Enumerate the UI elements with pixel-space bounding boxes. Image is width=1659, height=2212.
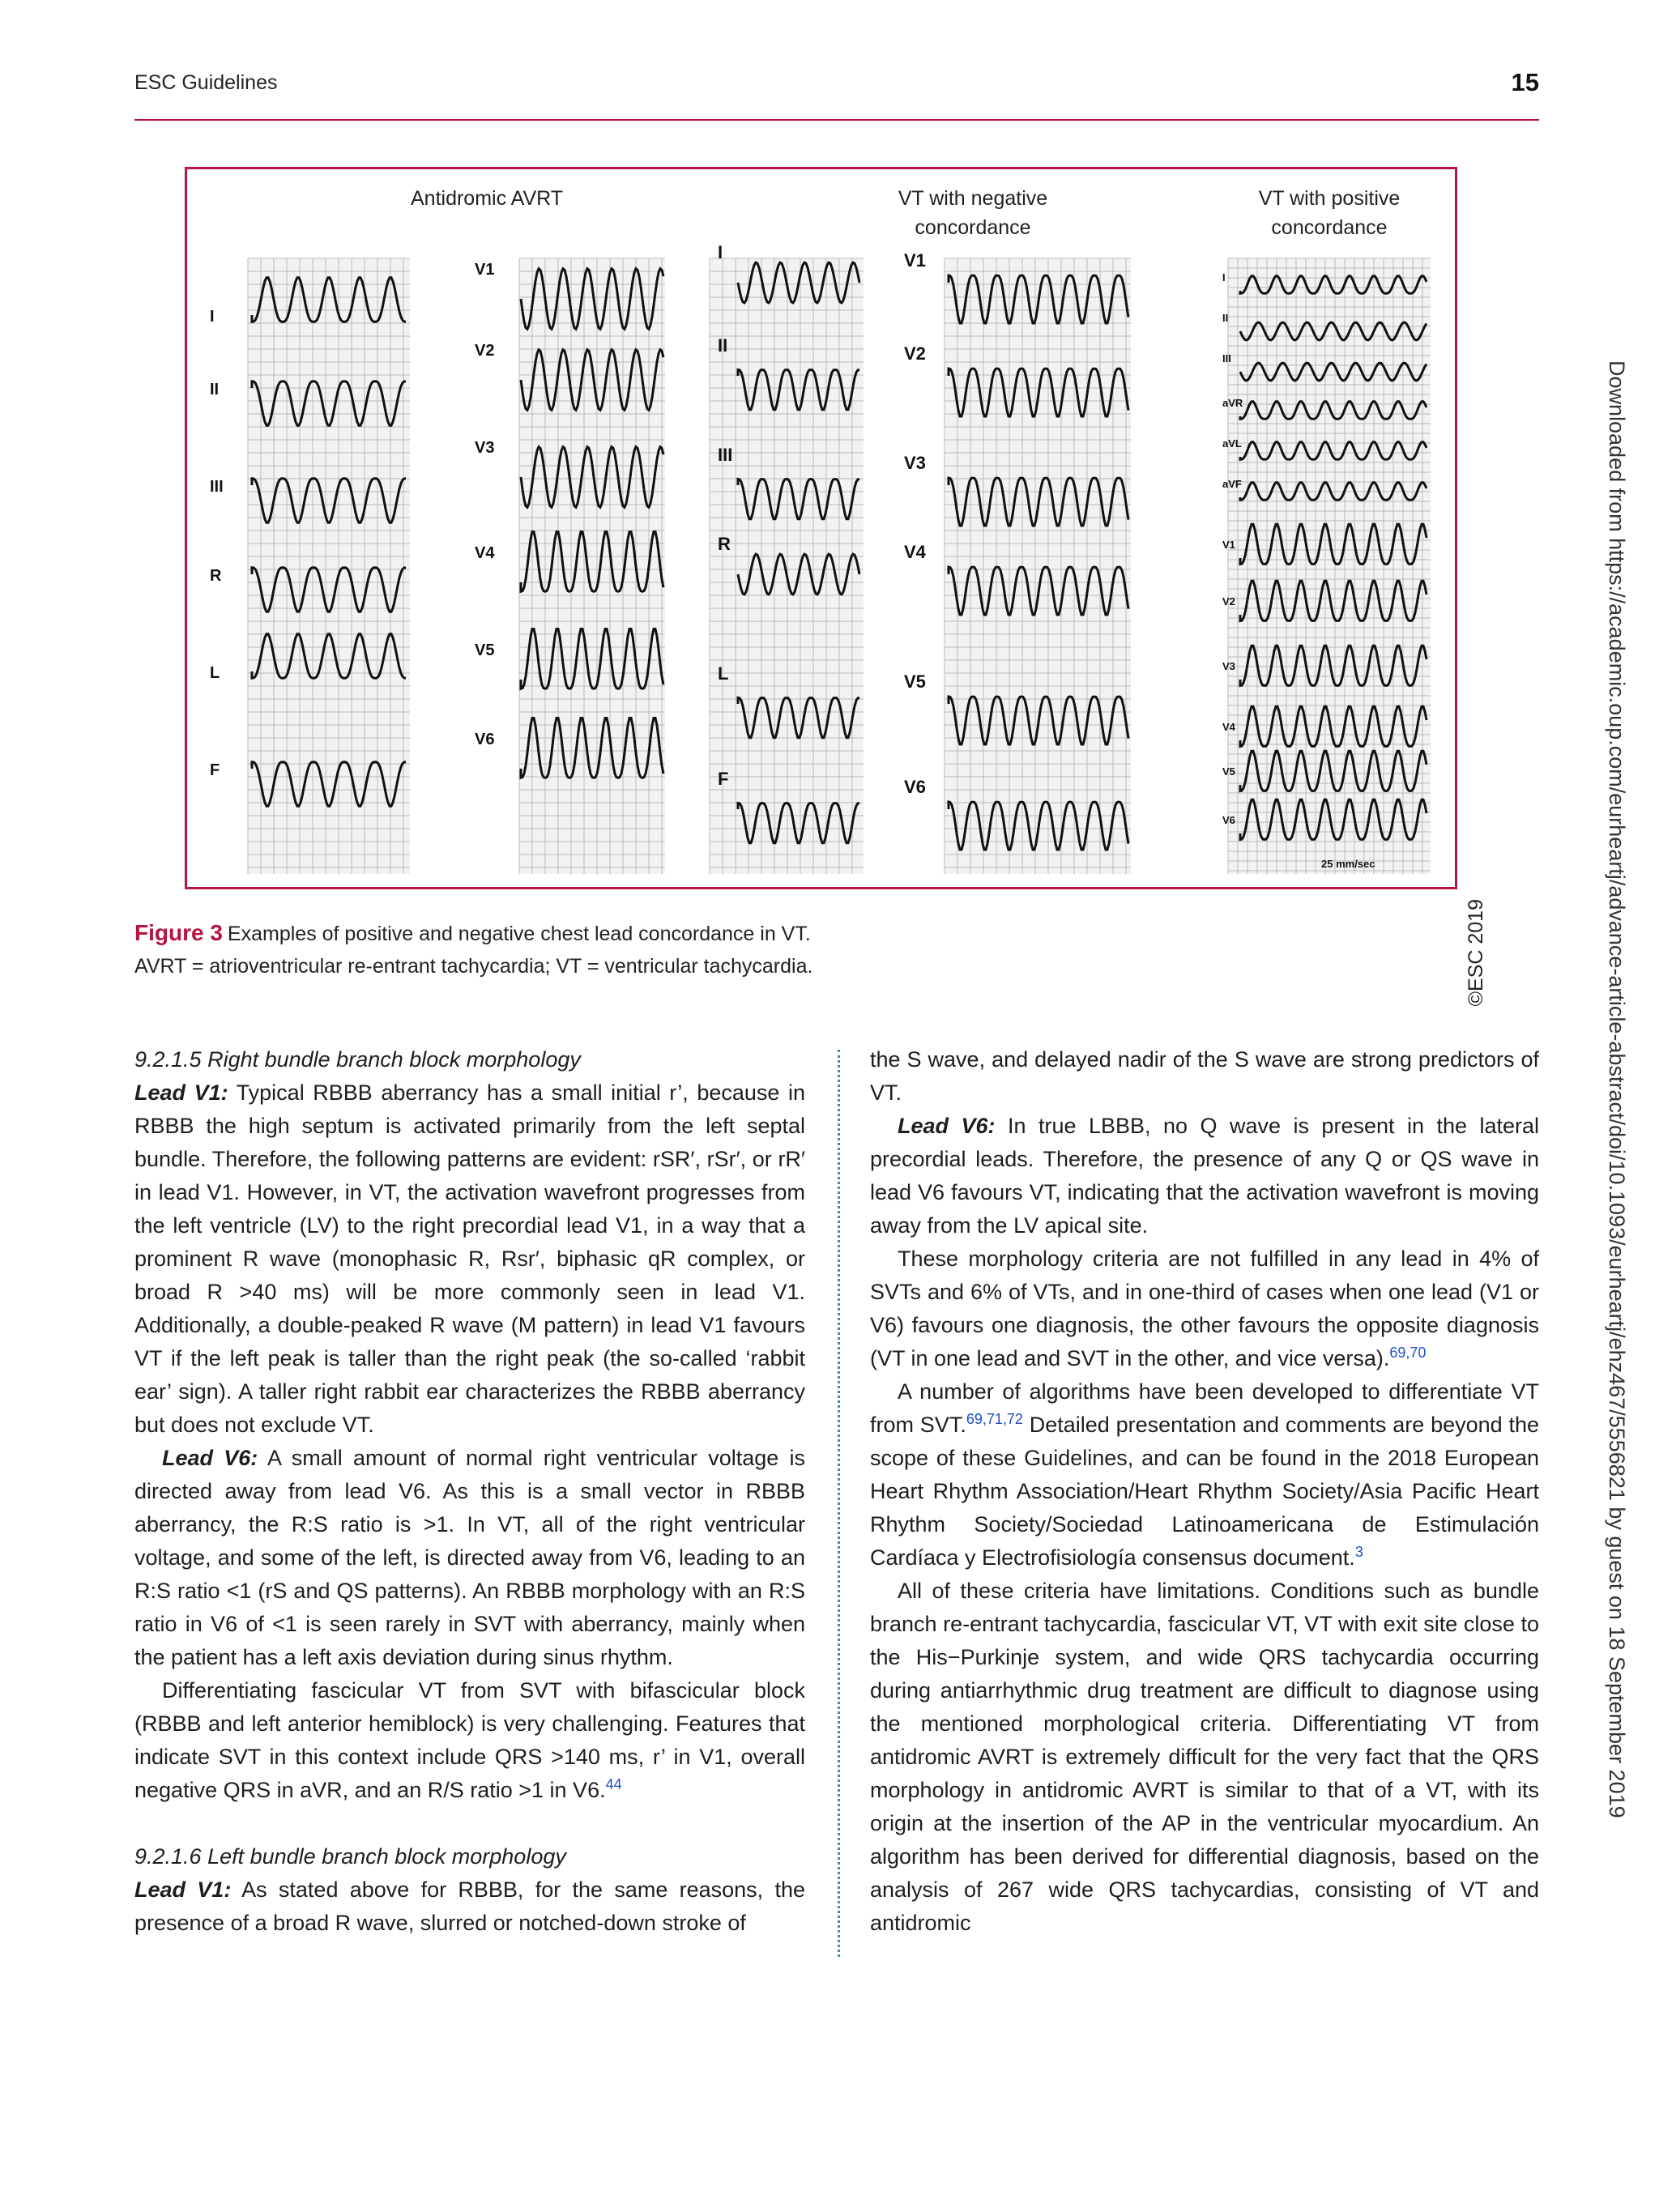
right-column [870, 1043, 1539, 1940]
download-notice: Downloaded from https://academic.oup.com/eurheartj/advance-article-abstract/doi/10.1093/eurheartj/ehz467/5556821 by guest on 18 September 2019 [1605, 360, 1629, 1818]
lead-label: R [210, 567, 222, 585]
lead-label: V3 [475, 439, 495, 457]
paragraph-criteria: These morphology criteria are not fulfilled in any lead in 4% of SVTs and 6% of VTs, and in one-third of cases when one lead (V1 or V6) favours one diagnosis, the other favours the opposite diagnosis (VT in one lead and SVT in the other, and vice versa).$^{69,70}$ [870, 1247, 1539, 1370]
lead-label: V4 [1222, 721, 1235, 733]
lead-label: V4 [475, 544, 495, 562]
lead-label: V2 [904, 343, 926, 364]
scale-label: 25 mm/sec [1321, 858, 1375, 870]
paragraph-s-wave: the S wave, and delayed nadir of the S wave are strong predictors of VT. [870, 1047, 1539, 1105]
lead-label: V5 [904, 671, 926, 692]
left-column [134, 1043, 805, 1940]
paragraph-lbbb-v1: Lead V1: As stated above for RBBB, for the same reasons, the presence of a broad R wave, slurred or notched-down stroke of [134, 1877, 805, 1935]
lead-label: L [718, 663, 729, 684]
reference-link[interactable]: 69,71,72 [966, 1411, 1023, 1427]
paragraph-limitations: All of these criteria have limitations. Conditions such as bundle branch re-entrant tachycardia, fascicular VT, VT with exit site close to the His−Purkinje system, and wide QRS tachycardia occurring during antiarrhythmic drug treatment are difficult to diagnose using the mentioned morphological criteria. Differentiating VT from antidromic AVRT is extremely difficult for the very fact that the QRS morphology in antidromic AVRT is similar to that of a VT, with its origin at the insertion of the AP in the ventricular myocardium. An algorithm has been derived for differential diagnosis, based on the analysis of 267 wide QRS tachycardias, consisting of VT and antidromic [870, 1579, 1539, 1935]
lead-label: I [718, 242, 723, 262]
lead-label: I [210, 308, 215, 326]
reference-link[interactable]: 3 [1354, 1544, 1363, 1560]
lead-label: V6 [904, 777, 926, 797]
copyright-holder [1465, 899, 1497, 1053]
lead-label: L [210, 664, 220, 682]
lead-label: III [1222, 352, 1231, 364]
reference-link[interactable]: 44 [605, 1776, 622, 1792]
lead-label: V1 [1222, 539, 1235, 551]
paragraph-rbbb-v6: Lead V6: A small amount of normal right ventricular voltage is directed away from lead V6. As this is a small vector in RBBB aberrancy, the R:S ratio is >1. In VT, all of the right ventricular voltage, and some of the left, is directed away from V6, leading to an R:S ratio <1 (rS and QS patterns). An RBBB morphology with an R:S ratio in V6 of <1 is seen rarely in SVT with aberrancy, mainly when the patient has a left axis deviation during sinus rhythm. [134, 1446, 805, 1669]
ecg-grid-neg-limb [710, 258, 864, 874]
lead-label: II [718, 335, 728, 356]
lead-label: V5 [475, 641, 495, 659]
lead-label: II [210, 381, 220, 399]
ecg-tracings [187, 169, 1455, 887]
ecg-grid-avrt-limb [248, 258, 410, 874]
lead-label: III [210, 478, 224, 496]
lead-label: aVR [1222, 397, 1243, 409]
header-divider [134, 119, 1539, 121]
caption-text: Examples of positive and negative chest lead concordance in VT. AVRT = atrioventricular re-entrant tachycardia; VT = ventricular tachycardia. [134, 923, 813, 978]
lead-label: F [210, 761, 220, 779]
column-label-negative: VT with negative concordance [898, 187, 1048, 239]
lead-label: R [718, 534, 731, 554]
lead-label: V4 [904, 542, 926, 562]
page-number: 15 [1511, 68, 1539, 96]
copyright-text: ©ESC 2019 [1465, 899, 1487, 1007]
column-label-positive: VT with positive concordance [1258, 187, 1401, 239]
figure-label: Figure 3 [134, 920, 223, 945]
lead-label: aVL [1222, 437, 1242, 450]
paragraph-rbbb-v1: Lead V1: Typical RBBB aberrancy has a small initial r’, because in RBBB the high septum is activated primarily from the left septal bundle. Therefore, the following patterns are evident: rSR′, rSr′, or rR′ in lead V1. However, in VT, the activation wavefront progresses from the left ventricle (LV) to the right precordial lead V1, in a way that a prominent R wave (monophasic R, Rsr′, biphasic qR complex, or broad R >40 ms) will be more commonly seen in lead V1. Additionally, a double-peaked R wave (M pattern) in lead V1 favours VT if the left peak is taller than the right peak (the so-called ‘rabbit ear’ sign). A taller right rabbit ear characterizes the RBBB aberrancy but does not exclude VT. [134, 1080, 805, 1437]
lead-label: V2 [1222, 595, 1235, 607]
section-heading-lbbb: 9.2.1.6 Left bundle branch block morphology [134, 1844, 566, 1869]
figure-3 [185, 167, 1457, 889]
lead-label: V6 [1222, 814, 1235, 826]
lead-label: aVF [1222, 478, 1242, 490]
journal-title: ESC Guidelines [134, 71, 278, 94]
paragraph-fascicular: Differentiating fascicular VT from SVT with bifascicular block (RBBB and left anterior hemiblock) is very challenging. Features that indicate SVT in this context include QRS >140 ms, r’ in V1, overall negative QRS in aVR, and an R/S ratio >1 in V6.44 [134, 1678, 805, 1802]
column-separator [838, 1050, 840, 1957]
lead-label: V3 [904, 453, 926, 473]
column-label-antidromic: Antidromic AVRT [410, 187, 564, 210]
paragraph-lbbb-v6: Lead V6: In true LBBB, no Q wave is present in the lateral precordial leads. Therefore, the presence of any Q or QS wave in lead V6 favours VT, indicating that the activation wavefront is moving away from the LV apical site. [870, 1114, 1539, 1238]
paragraph-algorithms: A number of algorithms have been developed to differentiate VT from SVT.$^{69,71,72}$ Detailed presentation and comments are beyond the scope of these Guidelines, and can be found in the 2018 European Heart Rhythm Association/Heart Rhythm Society/Asia Pacific Heart Rhythm Society/Sociedad Latinoamericana de Estimulación Cardíaca y Electrofisiología consensus document.$^3$ [870, 1379, 1539, 1570]
lead-label: III [718, 445, 733, 465]
lead-label: V6 [475, 731, 495, 748]
lead-label: F [718, 769, 729, 789]
section-heading-rbbb: 9.2.1.5 Right bundle branch block morphology [134, 1047, 581, 1072]
lead-label: V5 [1222, 765, 1235, 778]
figure-caption [134, 917, 864, 982]
reference-link[interactable]: 69,70 [1389, 1345, 1427, 1361]
lead-label: V3 [1222, 660, 1235, 672]
lead-label: V2 [475, 342, 495, 360]
lead-label: II [1222, 312, 1229, 324]
lead-label: V1 [475, 261, 495, 279]
lead-label: V1 [904, 250, 926, 271]
lead-label: I [1222, 271, 1226, 283]
